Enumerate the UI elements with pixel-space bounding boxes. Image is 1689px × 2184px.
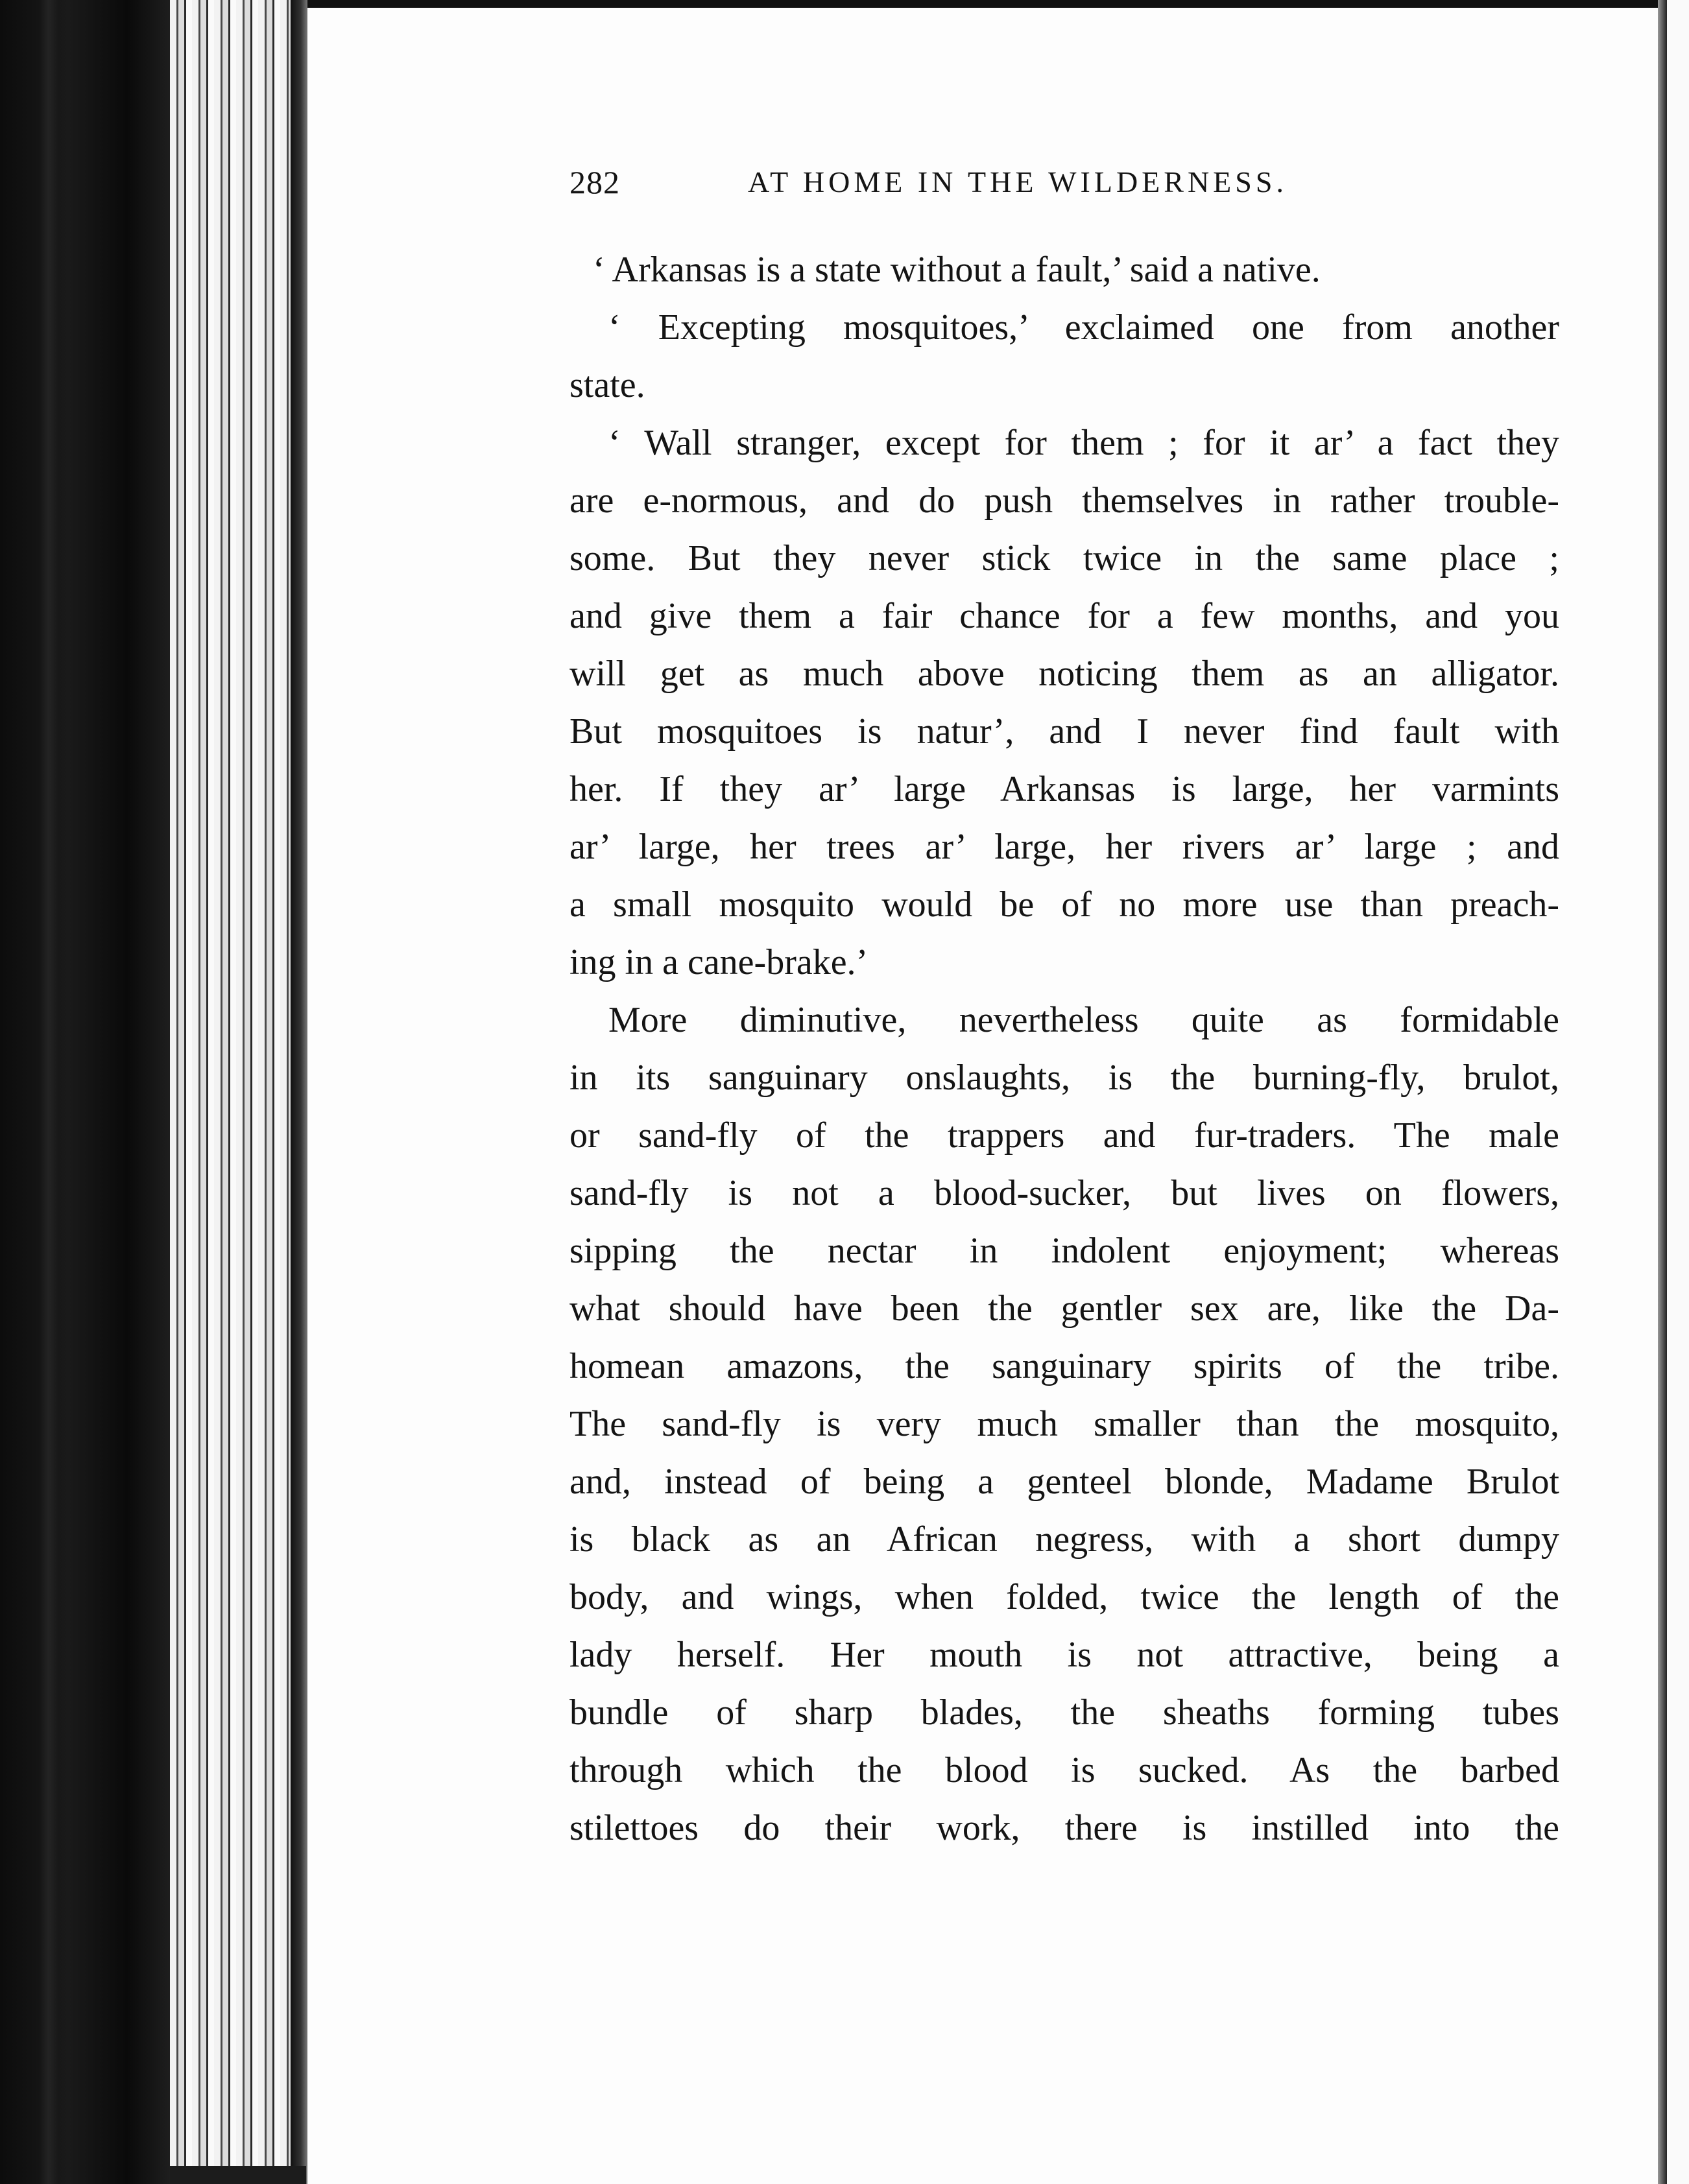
text-line: and give them a fair chance for a few months, and you	[569, 596, 1559, 636]
text-line: body, and wings, when folded, twice the length of the	[569, 1577, 1559, 1617]
text-line: stilettoes do their work, there is instilled into the	[569, 1808, 1559, 1848]
book-spine	[0, 0, 170, 2184]
text-line: are e-normous, and do push themselves in rather trouble-	[569, 481, 1559, 521]
text-line: lady herself. Her mouth is not attractive, being a	[569, 1635, 1559, 1675]
text-line: More diminutive, nevertheless quite as formidable	[608, 1000, 1559, 1040]
text-line: But mosquitoes is natur’, and I never find fault with	[569, 711, 1559, 752]
text-line: ‘ Wall stranger, except for them ; for it ar’ a fact they	[608, 423, 1559, 463]
text-line: what should have been the gentler sex are, like the Da-	[569, 1288, 1559, 1329]
text-line: ing in a cane-brake.’	[569, 942, 868, 982]
text-line: ‘ Excepting mosquitoes,’ exclaimed one from another	[608, 307, 1559, 348]
text-line: in its sanguinary onslaughts, is the burning-fly, brulot,	[569, 1058, 1559, 1098]
page-number: 282	[569, 164, 620, 200]
top-border	[307, 0, 1689, 8]
running-head	[569, 160, 1555, 205]
gutter-shadow	[291, 0, 307, 2184]
text-line: sand-fly is not a blood-sucker, but lives on flowers,	[569, 1173, 1559, 1213]
text-line: is black as an African negress, with a short dumpy	[569, 1519, 1559, 1560]
body-text	[569, 241, 1559, 1857]
text-line: or sand-fly of the trappers and fur-traders. The male	[569, 1115, 1559, 1156]
bottom-binding	[170, 2166, 306, 2184]
spine-sheen	[39, 0, 58, 2184]
text-line: sipping the nectar in indolent enjoyment; whereas	[569, 1231, 1559, 1271]
text-line: through which the blood is sucked. As the barbed	[569, 1750, 1559, 1790]
right-fold	[1658, 0, 1667, 2184]
text-line: a small mosquito would be of no more use than preach-	[569, 884, 1559, 925]
text-line: will get as much above noticing them as an alligator.	[569, 654, 1559, 694]
text-line: homean amazons, the sanguinary spirits of the tribe.	[569, 1346, 1559, 1386]
text-line: her. If they ar’ large Arkansas is large, her varmints	[569, 769, 1559, 809]
text-line: ‘ Arkansas is a state without a fault,’ said a native.	[593, 250, 1321, 290]
text-line: state.	[569, 365, 645, 405]
running-title: AT HOME IN THE WILDERNESS.	[748, 165, 1288, 198]
text-line: some. But they never stick twice in the same place ;	[569, 538, 1559, 578]
text-line: The sand-fly is very much smaller than the mosquito,	[569, 1404, 1559, 1444]
text-line: ar’ large, her trees ar’ large, her rivers ar’ large ; and	[569, 827, 1559, 867]
text-line: and, instead of being a genteel blonde, Madame Brulot	[569, 1462, 1559, 1502]
right-page-edge	[1667, 0, 1689, 2184]
page-edges	[170, 0, 306, 2184]
text-line: bundle of sharp blades, the sheaths forming tubes	[569, 1692, 1559, 1733]
